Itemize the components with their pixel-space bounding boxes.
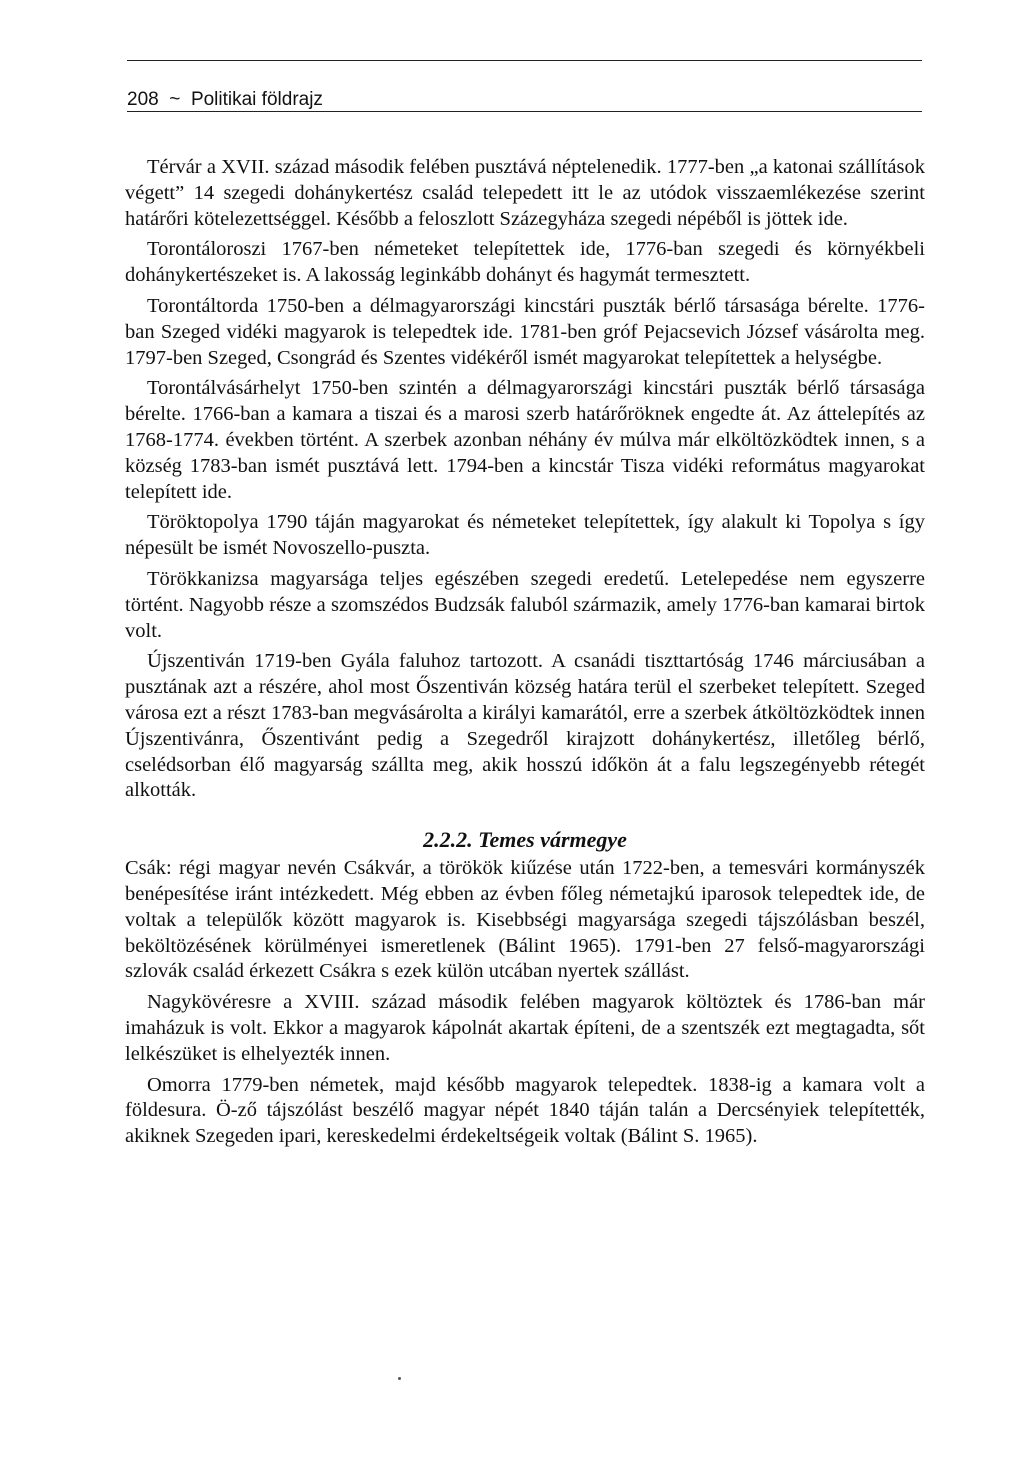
- section-heading: [125, 825, 925, 855]
- paragraph-toroktopolya: Töröktopolya 1790 táján magyarokat és németeket telepítettek, így alakult ki Topolya s így népesült be ismét Novoszello-puszta.: [125, 511, 925, 560]
- page-number: 208: [127, 89, 159, 110]
- paragraph-ujszentivan: Újszentiván 1719-ben Gyála faluhoz tartozott. A csanádi tiszttartóság 1746 márciusában a pusztának azt a részére, ahol most Őszentiván község határa terül el szerbeket telepített. Szeged városa ezt a részt 1783-ban megvásárolta a királyi kamarától, erre a szerbek átköltözködtek innen Újszentivánra, Őszentivánt pedig a Szegedről kirajzott dohánykertész, illetőleg bérlő, cselédsorban élő magyarság szállta meg, akik hosszú időkön át a falu legszegényebb rétegét alkották.: [125, 650, 925, 802]
- paragraph-torontaloroszi: Torontáloroszi 1767-ben németeket telepítettek ide, 1776-ban szegedi és környékbeli dohánykertészeket is. A lakosság leginkább dohányt és hagymát termesztett.: [125, 238, 925, 287]
- paragraph-nagykoveres: Nagykövéresre a XVIII. század második felében magyarok költöztek és 1786-ban már imaházuk is volt. Ekkor a magyarok kápolnát akartak építeni, de a szentszék ezt megtagadta, sőt lelkészüket is elhelyezték innen.: [125, 991, 925, 1065]
- scan-speck: [398, 1377, 401, 1380]
- section-number: 2.2.2.: [423, 827, 473, 853]
- paragraph-torontalvasarhelyt: Torontálvásárhelyt 1750-ben szintén a délmagyarországi kincstári puszták bérlő társasága bérelte. 1766-ban a kamara a tiszai és a marosi szerb határőröknek engedte át. Az áttelepítés az 1768-1774. években történt. A szerbek azonban néhány év múlva már elköltözködtek innen, s a község 1783-ban ismét pusztává lett. 1794-ben a kincstár Tisza vidéki református magyarokat telepített ide.: [125, 377, 925, 503]
- running-title: Politikai földrajz: [190, 89, 323, 110]
- paragraph-torontaltorda: Torontáltorda 1750-ben a délmagyarországi kincstári puszták bérlő társasága bérelte. 1776-ban Szeged vidéki magyarok is telepedtek ide. 1781-ben gróf Pejacsevich József vásárolta meg. 1797-ben Szeged, Csongrád és Szentes vidékéről ismét magyarokat telepítettek a helységbe.: [125, 294, 925, 369]
- section-title: Temes vármegye: [478, 827, 627, 853]
- paragraph-csak: Csák: régi magyar nevén Csákvár, a törökök kiűzése után 1722-ben, a temesvári kormányszék benépesítése iránt intézkedett. Még ebben az évben főleg németajkú iparosok telepedtek ide, de voltak a települők között magyarok is. Kisebbségi magyarsága szegedi tájszólásban beszél, beköltözésének körülményei ismeretlenek (Bálint 1965). 1791-ben 27 felső-magyarországi szlovák család érkezett Csákra s ezek külön utcában nyertek szállást.: [125, 857, 925, 983]
- paragraph-omor: Omorra 1779-ben németek, majd később magyarok telepedtek. 1838-ig a kamara volt a földesura. Ö-ző tájszólást beszélő magyar népét 1840 táján talán a Dercsényiek telepítették, akiknek Szegeden ipari, kereskedelmi érdekeltségeik voltak (Bálint S. 1965).: [125, 1073, 925, 1148]
- running-header: [127, 60, 922, 112]
- page-body: [125, 155, 925, 1150]
- paragraph-torokkanizsa: Törökkanizsa magyarsága teljes egészében szegedi eredetű. Letelepedése nem egyszerre történt. Nagyobb része a szomszédos Budzsák faluból származik, amely 1776-ban kamarai birtok volt.: [125, 567, 925, 642]
- header-line: [127, 89, 323, 111]
- header-separator: ~: [169, 89, 181, 110]
- paragraph-tervar: Térvár a XVII. század második felében pusztává néptelenedik. 1777-ben „a katonai szállítások végett” 14 szegedi dohánykertész család telepedett itt le az utódok visszaemlékezése szerint határőri kötelezettséggel. Később a feloszlott Százegyháza szegedi népéből is jöttek ide.: [125, 156, 925, 230]
